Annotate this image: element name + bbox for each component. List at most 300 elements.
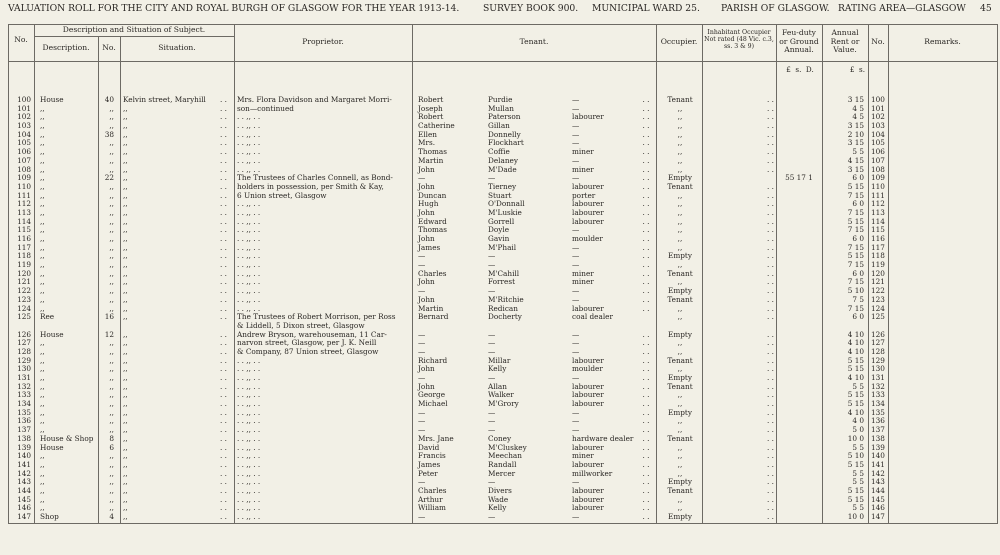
leader-dots: . . [642,112,650,122]
leader-dots: . . [220,494,227,504]
annual-rent: 3 15 [847,121,864,131]
occupation: — [572,338,580,348]
leader-dots: . . [642,338,650,348]
annual-rent: 6 0 [852,173,864,183]
leader-dots: . . [642,355,650,365]
row-number: 128 [17,346,31,356]
proprietor: . . ,, . . [237,433,261,443]
proprietor: . . ,, . . [237,155,261,165]
proprietor: . . ,, . . [237,129,261,139]
proprietor: . . ,, . . [237,277,261,287]
proprietor: Andrew Bryson, warehouseman, 11 Car- [237,329,387,339]
description: ,, [40,268,45,278]
inhabitant-dots: . . [767,138,774,148]
street-number: ,, [109,268,114,278]
annual-rent: 5 5 [852,381,864,391]
occupation: — [572,407,580,417]
occupier-status: ,, [677,503,683,513]
leader-dots: . . [642,373,650,382]
tenant-first-name: George [418,390,446,400]
row-number: 137 [17,425,31,435]
leader-dots: . . [642,173,650,183]
occupation: miner [572,164,594,174]
leader-dots: . . [220,155,227,165]
occupation: hardware dealer [572,433,634,443]
tenant-first-name: Thomas [418,225,447,235]
leader-dots: . . [220,199,227,209]
leader-dots: . . [220,433,227,443]
tenant-first-name: Francis [418,451,446,461]
street-number: ,, [109,164,114,174]
municipal-ward: MUNICIPAL WARD 25. [592,3,700,14]
tenant-first-name: — [418,338,426,348]
proprietor: . . ,, . . [237,373,261,382]
description: ,, [40,103,45,113]
tenant-surname: — [488,251,496,261]
occupation: labourer [572,503,604,513]
row-number-right: 113 [871,207,885,217]
street-number: 40 [104,95,114,104]
occupation: miner [572,268,594,278]
tenant-first-name: — [418,260,426,270]
occupier-status: Tenant [667,355,693,365]
leader-dots: . . [220,103,227,113]
situation: ,, [123,355,128,365]
row-number-right: 109 [871,173,885,183]
tenant-surname: Delaney [488,155,518,165]
header-annual-rent: Annual Rent or Value. [830,28,860,55]
tenant-first-name: Robert [418,95,444,104]
leader-dots: . . [642,512,650,521]
tenant-surname: Flockhart [488,138,524,148]
street-number: ,, [109,155,114,165]
roll-title: VALUATION ROLL FOR THE CITY AND ROYAL BURGH OF GLASGOW FOR THE YEAR 1913-14. [8,3,460,14]
proprietor: . . ,, . . [237,234,261,243]
tenant-surname: — [488,329,496,339]
inhabitant-dots: . . [767,268,774,278]
row-number: 122 [17,286,31,296]
description: ,, [40,225,45,235]
annual-rent: 10 0 [847,433,864,443]
proprietor: . . ,, . . [237,112,261,122]
occupation: — [572,251,580,261]
occupation: miner [572,277,594,287]
leader-dots: . . [642,164,650,174]
leader-dots: . . [220,147,227,157]
inhabitant-dots: . . [767,399,774,409]
leader-dots: . . [642,181,650,191]
annual-rent: 3 15 [847,164,864,174]
proprietor: . . ,, . . [237,512,261,521]
tenant-first-name: John [418,181,435,191]
annual-rent: 5 10 [847,451,864,461]
desc-group-rule [34,36,234,37]
row-number: 113 [17,207,31,217]
leader-dots: . . [642,216,650,226]
leader-dots: . . [220,312,227,322]
street-number: ,, [109,207,114,217]
inhabitant-dots: . . [767,346,774,356]
street-number: ,, [109,477,114,487]
leader-dots: . . [642,121,650,131]
street-number: 16 [104,312,114,322]
tenant-surname: Gavin [488,234,510,243]
occupier-status: ,, [677,121,683,131]
tenant-surname: O'Donnall [488,199,525,209]
inhabitant-dots: . . [767,234,774,243]
row-number: 140 [17,451,31,461]
leader-dots: . . [220,346,227,356]
occupation: — [572,121,580,131]
occupier-status: ,, [677,425,683,435]
street-number: ,, [109,338,114,348]
row-number-right: 137 [871,425,885,435]
inhabitant-dots: . . [767,199,774,209]
occupation: labourer [572,207,604,217]
situation: ,, [123,225,128,235]
occupier-status: ,, [677,338,683,348]
header-no: No. [14,35,28,44]
annual-rent: 4 10 [847,329,864,339]
row-number: 114 [17,216,31,226]
description: ,, [40,459,45,469]
tenant-first-name: John [418,164,435,174]
leader-dots: . . [220,242,227,252]
street-number: ,, [109,416,114,426]
header-no-right: No. [871,37,885,46]
occupier-status: Empty [668,329,692,339]
leader-dots: . . [220,477,227,487]
tenant-first-name: Martin [418,155,444,165]
table-row [8,166,998,175]
row-number: 121 [17,277,31,287]
street-number: ,, [109,103,114,113]
annual-rent: 5 10 [847,286,864,296]
annual-rent: 5 15 [847,390,864,400]
tenant-first-name: Charles [418,485,447,495]
occupier-status: Empty [668,173,692,183]
street-number: ,, [109,494,114,504]
inhabitant-dots: . . [767,225,774,235]
occupation: — [572,346,580,356]
situation: ,, [123,147,128,157]
situation: ,, [123,181,128,191]
occupier-status: Tenant [667,433,693,443]
annual-rent: 4 10 [847,338,864,348]
occupier-status: ,, [677,242,683,252]
occupier-status: ,, [677,103,683,113]
situation: ,, [123,425,128,435]
row-number-right: 146 [871,503,885,513]
description: ,, [40,303,45,313]
street-number: 4 [109,512,114,521]
leader-dots: . . [642,268,650,278]
description: ,, [40,181,45,191]
description: House [40,95,64,104]
row-number: 130 [17,364,31,374]
leader-dots: . . [220,355,227,365]
row-number-right: 101 [871,103,885,113]
leader-dots: . . [220,503,227,513]
leader-dots: . . [642,199,650,209]
occupation: miner [572,147,594,157]
situation: ,, [123,485,128,495]
row-number: 131 [17,373,31,382]
situation: ,, [123,494,128,504]
street-number: ,, [109,138,114,148]
page-number: 45 [980,3,992,14]
occupation: labourer [572,199,604,209]
tenant-first-name: John [418,234,435,243]
proprietor: narvon street, Glasgow, per J. K. Neill [237,338,377,348]
tenant-first-name: Peter [418,468,438,478]
row-number: 144 [17,485,31,495]
occupation: moulder [572,364,603,374]
row-number-right: 110 [871,181,885,191]
annual-rent: 7 15 [847,207,864,217]
tenant-surname: — [488,425,496,435]
description: ,, [40,468,45,478]
annual-rent: 4 5 [852,103,864,113]
tenant-surname: Kelly [488,364,507,374]
leader-dots: . . [220,459,227,469]
row-number-right: 139 [871,442,885,452]
feu-duty: 55 17 1 [785,173,813,183]
situation: ,, [123,251,128,261]
row-number: 107 [17,155,31,165]
tenant-first-name: Bernard [418,312,449,322]
description: ,, [40,346,45,356]
row-number-right: 125 [871,312,885,322]
proprietor: . . ,, . . [237,138,261,148]
situation: ,, [123,468,128,478]
inhabitant-dots: . . [767,494,774,504]
occupation: labourer [572,390,604,400]
row-number-right: 100 [871,95,885,104]
proprietor: . . ,, . . [237,459,261,469]
row-number: 129 [17,355,31,365]
description: ,, [40,477,45,487]
description: ,, [40,260,45,270]
leader-dots: . . [220,416,227,426]
row-number-right: 127 [871,338,885,348]
annual-rent: 4 15 [847,155,864,165]
street-number: ,, [109,260,114,270]
street-number: ,, [109,121,114,131]
occupier-status: Tenant [667,181,693,191]
situation: ,, [123,512,128,521]
tenant-surname: — [488,260,496,270]
row-number-right: 141 [871,459,885,469]
proprietor: holders in possession, per Smith & Kay, [237,181,384,191]
table-row [8,409,998,418]
occupier-status: ,, [677,112,683,122]
proprietor: . . ,, . . [237,416,261,426]
inhabitant-dots: . . [767,260,774,270]
leader-dots: . . [642,329,650,339]
street-number: 6 [109,442,114,452]
situation: ,, [123,155,128,165]
tenant-first-name: Robert [418,112,444,122]
annual-rent: 2 10 [847,129,864,139]
description: ,, [40,399,45,409]
situation: ,, [123,112,128,122]
tenant-surname: Redican [488,303,518,313]
row-number-right: 117 [871,242,885,252]
inhabitant-dots: . . [767,338,774,348]
row-number-right: 128 [871,346,885,356]
tenant-first-name: — [418,173,426,183]
description: ,, [40,216,45,226]
row-number: 111 [17,190,31,200]
tenant-surname: Purdie [488,95,513,104]
description: ,, [40,112,45,122]
inhabitant-dots: . . [767,251,774,261]
table-bottom-rule [8,523,998,524]
row-number: 123 [17,294,31,304]
situation: ,, [123,234,128,243]
proprietor: . . ,, . . [237,477,261,487]
occupier-status: Tenant [667,268,693,278]
occupation: — [572,512,580,521]
proprietor: The Trustees of Robert Morrison, per Ross [237,312,396,322]
leader-dots: . . [220,286,227,296]
leader-dots: . . [642,433,650,443]
situation: ,, [123,346,128,356]
tenant-first-name: Ellen [418,129,438,139]
row-number: 141 [17,459,31,469]
description: Ree [40,312,55,322]
occupier-status: Empty [668,286,692,296]
row-number: 147 [17,512,31,521]
row-number-right: 126 [871,329,885,339]
description: House & Shop [40,433,94,443]
tenant-first-name: John [418,294,435,304]
row-number: 104 [17,129,31,139]
leader-dots: . . [220,129,227,139]
leader-dots: . . [642,286,650,296]
leader-dots: . . [220,338,227,348]
description: ,, [40,451,45,461]
occupation: labourer [572,494,604,504]
leader-dots: . . [642,190,650,200]
situation: ,, [123,373,128,382]
header-proprietor: Proprietor. [302,37,344,46]
occupation: labourer [572,381,604,391]
row-number: 105 [17,138,31,148]
header-bottom-rule [8,61,998,62]
leader-dots: . . [642,95,650,104]
inhabitant-dots: . . [767,190,774,200]
occupation: labourer [572,112,604,122]
occupier-status: Tenant [667,381,693,391]
annual-rent: 5 15 [847,364,864,374]
description: ,, [40,129,45,139]
street-number: ,, [109,199,114,209]
situation: ,, [123,138,128,148]
tenant-surname: — [488,416,496,426]
table-body [8,96,998,522]
occupier-status: ,, [677,277,683,287]
description: ,, [40,381,45,391]
annual-rent: 6 0 [852,312,864,322]
occupier-status: ,, [677,234,683,243]
tenant-surname: Donnelly [488,129,521,139]
inhabitant-dots: . . [767,451,774,461]
row-number-right: 140 [871,451,885,461]
rating-area: RATING AREA—GLASGOW [838,3,966,14]
tenant-surname: Stuart [488,190,512,200]
proprietor: & Liddell, 5 Dixon street, Glasgow [237,320,365,330]
annual-rent: 4 10 [847,373,864,382]
tenant-surname: M'Ritchie [488,294,524,304]
leader-dots: . . [220,329,227,339]
leader-dots: . . [642,459,650,469]
row-number-right: 130 [871,364,885,374]
leader-dots: . . [220,121,227,131]
rent-units-label: £ s. [849,65,865,74]
row-number-right: 132 [871,381,885,391]
tenant-first-name: Edward [418,216,447,226]
table-row [8,513,998,522]
tenant-first-name: — [418,286,426,296]
tenant-surname: — [488,373,496,382]
inhabitant-dots: . . [767,503,774,513]
inhabitant-dots: . . [767,147,774,157]
occupation: labourer [572,459,604,469]
row-number: 116 [17,234,31,243]
inhabitant-dots: . . [767,155,774,165]
description: ,, [40,234,45,243]
situation: ,, [123,103,128,113]
row-number-right: 142 [871,468,885,478]
header-remarks: Remarks. [924,37,961,46]
tenant-first-name: David [418,442,440,452]
street-number: ,, [109,485,114,495]
occupation: — [572,173,580,183]
situation: ,, [123,164,128,174]
leader-dots: . . [220,451,227,461]
leader-dots: . . [220,442,227,452]
row-number: 127 [17,338,31,348]
situation: ,, [123,207,128,217]
row-number-right: 124 [871,303,885,313]
situation: ,, [123,277,128,287]
tenant-surname: Forrest [488,277,516,287]
annual-rent: 10 0 [847,512,864,521]
leader-dots: . . [220,112,227,122]
occupation: millworker [572,468,613,478]
occupier-status: Tenant [667,95,693,104]
street-number: ,, [109,147,114,157]
description: House [40,442,64,452]
row-number: 143 [17,477,31,487]
tenant-first-name: — [418,407,426,417]
description: House [40,329,64,339]
situation: ,, [123,390,128,400]
leader-dots: . . [642,155,650,165]
header-tenant: Tenant. [519,37,549,46]
occupation: — [572,155,580,165]
inhabitant-dots: . . [767,459,774,469]
tenant-surname: M'Cahill [488,268,520,278]
street-number: ,, [109,459,114,469]
leader-dots: . . [220,364,227,374]
situation: ,, [123,407,128,417]
occupier-status: ,, [677,346,683,356]
occupation: moulder [572,234,603,243]
annual-rent: 5 5 [852,442,864,452]
